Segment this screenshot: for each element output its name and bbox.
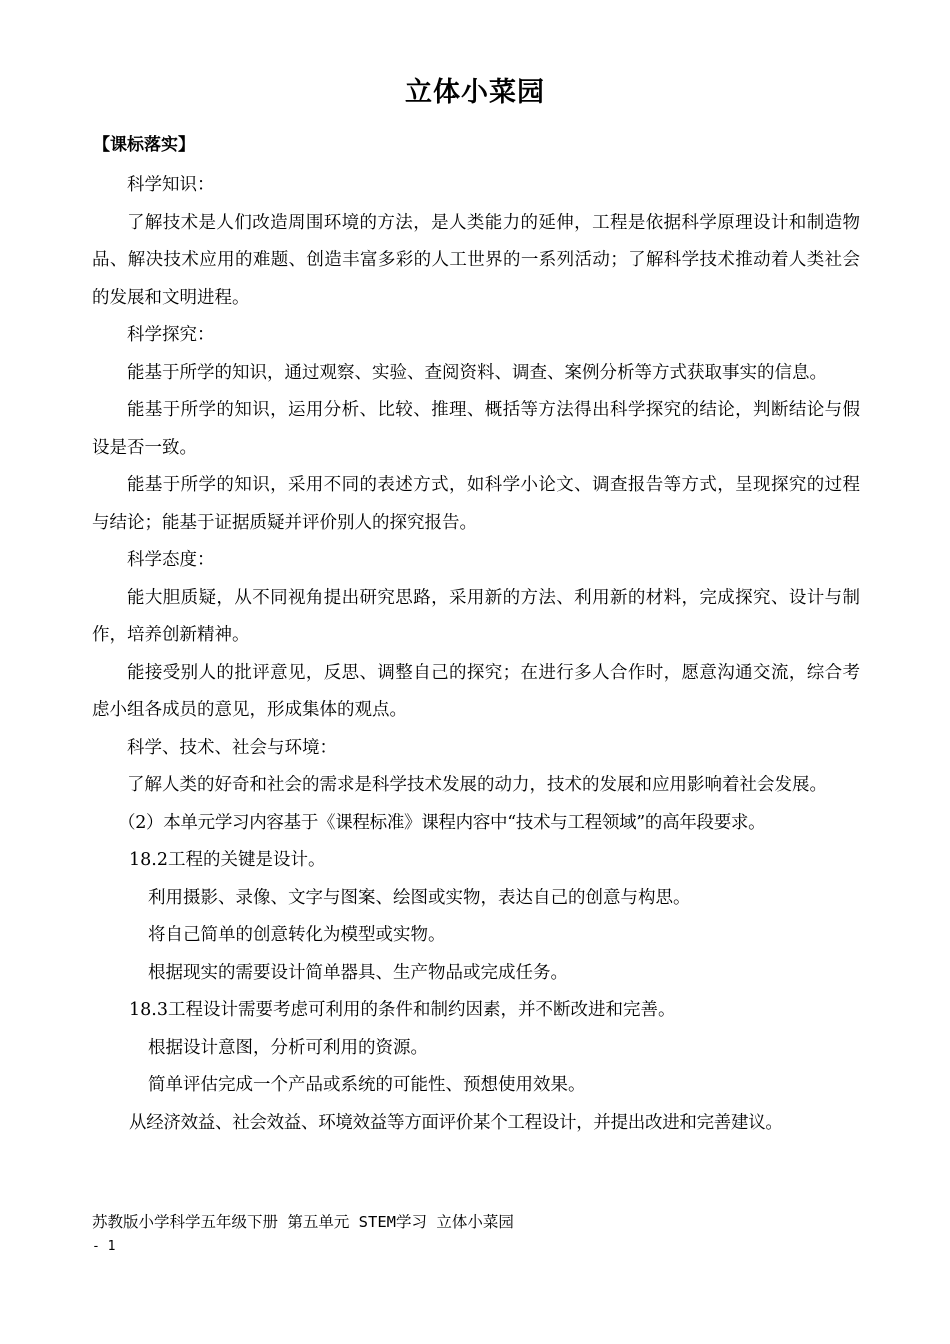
paragraph: 能基于所学的知识，运用分析、比较、推理、概括等方法得出科学探究的结论，判断结论与假设是否一致。 [92, 400, 860, 458]
list-item: 利用摄影、录像、文字与图案、绘图或实物，表达自己的创意与构思。 [148, 887, 691, 908]
subheading-science-knowledge: 科学知识： [127, 175, 215, 195]
paragraph: 能基于所学的知识，通过观察、实验、查阅资料、调查、案例分析等方式获取事实的信息。 [127, 362, 827, 383]
page-title: 立体小菜园 [405, 77, 545, 108]
standard-item-18-3: 18.3工程设计需要考虑可利用的条件和制约因素，并不断改进和完善。 [129, 1000, 676, 1020]
list-item: 将自己简单的创意转化为模型或实物。 [148, 925, 446, 945]
standard-item-18-2: 18.2工程的关键是设计。 [129, 850, 326, 870]
paragraph: 能大胆质疑，从不同视角提出研究思路，采用新的方法、利用新的材料，完成探究、设计与制作，培养创新精神。 [92, 587, 860, 645]
paragraph: 了解人类的好奇和社会的需求是科学技术发展的动力，技术的发展和应用影响着社会发展。 [127, 775, 827, 795]
paragraph: 能基于所学的知识，采用不同的表述方式，如科学小论文、调查报告等方式，呈现探究的过程与结论；能基于证据质疑并评价别人的探究报告。 [92, 475, 860, 533]
subheading-science-attitude: 科学态度： [127, 550, 215, 570]
document-body [92, 167, 860, 1142]
paragraph: 了解技术是人们改造周围环境的方法，是人类能力的延伸，工程是依据科学原理设计和制造物品、解决技术应用的难题、创造丰富多彩的人工世界的一系列活动；了解科学技术推动着人类社会的发展和文明进程。 [92, 212, 860, 308]
paragraph: （2）本单元学习内容基于《课程标准》课程内容中“技术与工程领域”的高年段要求。 [118, 812, 766, 833]
list-item: 简单评估完成一个产品或系统的可能性、预想使用效果。 [148, 1075, 586, 1095]
subheading-stse: 科学、技术、社会与环境： [127, 737, 337, 758]
paragraph: 能接受别人的批评意见，反思、调整自己的探究；在进行多人合作时，愿意沟通交流，综合考虑小组各成员的意见，形成集体的观点。 [92, 662, 860, 720]
list-item: 根据现实的需要设计简单器具、生产物品或完成任务。 [148, 962, 568, 983]
page-footer: 苏教版小学科学五年级下册 第五单元 STEM学习 立体小菜园 [92, 1213, 514, 1231]
section-heading: 【课标落实】 [93, 135, 195, 155]
list-item: 从经济效益、社会效益、环境效益等方面评价某个工程设计，并提出改进和完善建议。 [129, 1112, 783, 1133]
subheading-science-inquiry: 科学探究： [127, 325, 215, 345]
list-item: 根据设计意图，分析可利用的资源。 [148, 1037, 428, 1058]
page-number: - 1 [92, 1239, 116, 1254]
